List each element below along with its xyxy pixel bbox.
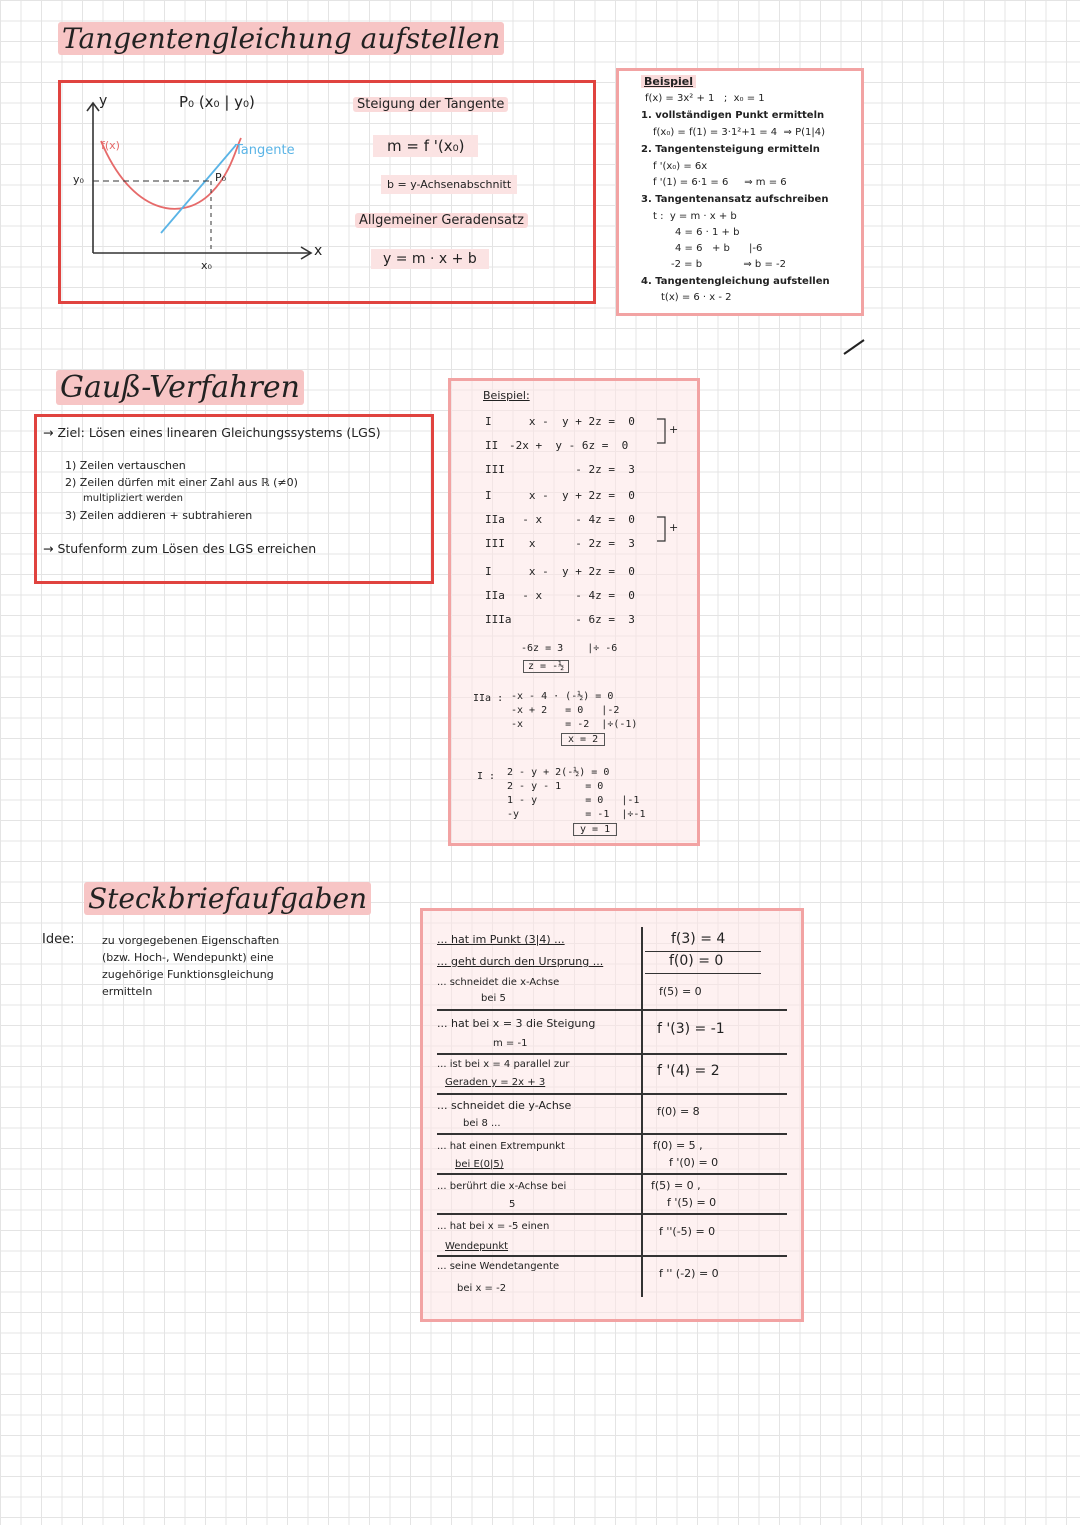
beispiel-line-11: 4. Tangentengleichung aufstellen: [641, 276, 830, 287]
beispiel-line-4: f '(x₀) = 6x: [653, 161, 708, 172]
steigung-label: Steigung der Tangente: [353, 97, 508, 112]
solve-z-0: -6z = 3 |÷ -6: [521, 643, 618, 654]
beispiel-line-3: 2. Tangentensteigung ermitteln: [641, 144, 820, 155]
row-6-left-1: bei E(0|5): [455, 1159, 504, 1170]
b1-label-0: I: [485, 415, 492, 428]
row-9-left-1: bei x = -2: [457, 1283, 507, 1294]
beispiel-line-12: t(x) = 6 · x - 2: [661, 292, 732, 303]
gauss-rule-2: multipliziert werden: [83, 493, 183, 504]
point-label: P₀ (x₀ | y₀): [179, 93, 255, 111]
beispiel-line-0: f(x) = 3x² + 1 ; x₀ = 1: [645, 93, 765, 104]
solve-y-4: y = 1: [573, 823, 617, 836]
row-0-left: ... hat im Punkt (3|4) ...: [437, 933, 565, 946]
row-8-left-0: ... hat bei x = -5 einen: [437, 1221, 550, 1232]
row-sep-7: [437, 1213, 787, 1215]
beispiel-line-1: 1. vollständigen Punkt ermitteln: [641, 110, 825, 121]
row-1-left: ... geht durch den Ursprung ...: [437, 955, 604, 968]
row-3-left-1: m = -1: [493, 1038, 528, 1049]
solve-x-2: -x = -2 |÷(-1): [511, 719, 638, 730]
checkmark-icon: [840, 336, 870, 358]
y0-label: y₀: [73, 173, 84, 186]
row-6-right-1: f '(0) = 0: [669, 1156, 719, 1169]
beispiel-line-2: f(x₀) = f(1) = 3·1²+1 = 4 ⇒ P(1|4): [653, 127, 826, 138]
gauss-rule-0: 1) Zeilen vertauschen: [65, 459, 186, 472]
beispiel-line-5: f '(1) = 6·1 = 6 ⇒ m = 6: [653, 177, 787, 188]
b2-eq-1: - x - 4z = 0: [509, 513, 635, 526]
tangent-line: [161, 145, 236, 233]
tangente-title: Tangentengleichung aufstellen: [58, 22, 504, 55]
row-3-left-0: ... hat bei x = 3 die Steigung: [437, 1017, 596, 1030]
solve-y-label: I :: [477, 771, 496, 782]
idee-text-3: ermitteln: [102, 985, 153, 998]
fx-label: f(x): [101, 139, 120, 152]
gauss-rule-3: 3) Zeilen addieren + subtrahieren: [65, 509, 253, 522]
row-7-left-0: ... berührt die x-Achse bei: [437, 1181, 567, 1192]
solve-x-1: -x + 2 = 0 |-2: [511, 705, 620, 716]
row-7-left-1: 5: [509, 1199, 516, 1210]
b3-eq-2: - 6z = 3: [509, 613, 635, 626]
geradensatz-label: Allgemeiner Geradensatz: [355, 213, 528, 228]
geradensatz-formula: y = m · x + b: [371, 249, 489, 269]
solve-z-1: z = -½: [523, 660, 569, 673]
row-sep-3: [437, 1053, 787, 1055]
idee-text-0: zu vorgegebenen Eigenschaften: [102, 934, 280, 947]
row-sep-2: [437, 1009, 787, 1011]
x-axis-label: x: [314, 243, 323, 259]
solve-x-label: IIa :: [473, 693, 504, 704]
row-6-right-0: f(0) = 5 ,: [653, 1139, 703, 1152]
row-7-right-1: f '(5) = 0: [667, 1196, 717, 1209]
p0-label: P₀: [215, 171, 227, 184]
row-4-right: f '(4) = 2: [657, 1063, 720, 1079]
steckbrief-table: [420, 908, 804, 1322]
solve-y-3: -y = -1 |÷-1: [507, 809, 646, 820]
gauss-title: Gauß-Verfahren: [56, 370, 304, 405]
b1-eq-0: x - y + 2z = 0: [509, 415, 635, 428]
row-5-left-1: bei 8 ...: [463, 1118, 501, 1129]
row-5-left-0: ... schneidet die y-Achse: [437, 1099, 572, 1112]
m-formula: m = f '(x₀): [373, 135, 478, 157]
row-9-left-0: ... seine Wendetangente: [437, 1261, 560, 1272]
b1-label-2: III: [485, 463, 505, 476]
row-sep-8: [437, 1255, 787, 1257]
gauss-ziel: → Ziel: Lösen eines linearen Gleichungssystems (LGS): [43, 425, 381, 440]
solve-x-3: x = 2: [561, 733, 605, 746]
tangente-label: Tangente: [235, 143, 295, 158]
beispiel-line-10: -2 = b ⇒ b = -2: [671, 259, 786, 270]
gauss-example-box: [448, 378, 700, 846]
b2-label-0: I: [485, 489, 492, 502]
gauss-stufenform: → Stufenform zum Lösen des LGS erreichen: [43, 541, 317, 556]
row-6-left-0: ... hat einen Extrempunkt: [437, 1141, 565, 1152]
row-9-right: f '' (-2) = 0: [659, 1267, 719, 1280]
row-4-left-0: ... ist bei x = 4 parallel zur: [437, 1059, 570, 1070]
b2-label-2: III: [485, 537, 505, 550]
b2-eq-0: x - y + 2z = 0: [509, 489, 635, 502]
b3-label-1: IIa: [485, 589, 505, 602]
row-2-left-1: bei 5: [481, 993, 506, 1004]
beispiel-title: Beispiel: [641, 75, 696, 88]
idee-text-1: (bzw. Hoch-, Wendepunkt) eine: [102, 951, 274, 964]
beispiel-line-6: 3. Tangentenansatz aufschreiben: [641, 194, 829, 205]
row-sep-0: [645, 951, 761, 952]
gauss-box: [34, 414, 434, 584]
steckbrief-title: Steckbriefaufgaben: [84, 882, 371, 915]
y-axis-label: y: [99, 93, 108, 109]
row-sep-1: [645, 973, 761, 974]
x0-label: x₀: [201, 259, 212, 272]
row-5-right: f(0) = 8: [657, 1105, 700, 1118]
plus-1: +: [669, 423, 679, 436]
gauss-example-title: Beispiel:: [483, 389, 530, 402]
b3-eq-1: - x - 4z = 0: [509, 589, 635, 602]
row-3-right: f '(3) = -1: [657, 1021, 725, 1037]
gauss-rule-1: 2) Zeilen dürfen mit einer Zahl aus ℝ (≠0): [65, 476, 298, 489]
row-8-left-1: Wendepunkt: [445, 1241, 509, 1252]
solve-x-0: -x - 4 · (-½) = 0: [511, 691, 614, 702]
beispiel-line-9: 4 = 6 + b |-6: [675, 243, 763, 254]
row-0-right: f(3) = 4: [671, 931, 726, 947]
row-sep-4: [437, 1093, 787, 1095]
row-2-right: f(5) = 0: [659, 985, 702, 998]
row-sep-5: [437, 1133, 787, 1135]
row-sep-6: [437, 1173, 787, 1175]
b1-eq-2: - 2z = 3: [509, 463, 635, 476]
solve-y-1: 2 - y - 1 = 0: [507, 781, 604, 792]
row-4-left-1: Geraden y = 2x + 3: [445, 1077, 546, 1088]
b1-label-1: II: [485, 439, 499, 452]
tangente-box: [58, 80, 596, 304]
row-1-right: f(0) = 0: [669, 953, 724, 969]
beispiel-line-8: 4 = 6 · 1 + b: [675, 227, 740, 238]
b-formula: b = y-Achsenabschnitt: [381, 175, 517, 194]
table-divider: [641, 927, 643, 1297]
b3-label-2: IIIa: [485, 613, 512, 626]
b2-label-1: IIa: [485, 513, 505, 526]
row-8-right: f ''(-5) = 0: [659, 1225, 716, 1238]
b3-eq-0: x - y + 2z = 0: [509, 565, 635, 578]
solve-y-0: 2 - y + 2(-½) = 0: [507, 767, 610, 778]
b3-label-0: I: [485, 565, 492, 578]
row-2-left-0: ... schneidet die x-Achse: [437, 977, 560, 988]
beispiel-box: [616, 68, 864, 316]
plus-2: +: [669, 521, 679, 534]
b1-eq-1: -2x + y - 6z = 0: [509, 439, 629, 452]
solve-y-2: 1 - y = 0 |-1: [507, 795, 640, 806]
idee-label: Idee:: [42, 932, 75, 947]
row-7-right-0: f(5) = 0 ,: [651, 1179, 701, 1192]
idee-text-2: zugehörige Funktionsgleichung: [102, 968, 274, 981]
beispiel-line-7: t : y = m · x + b: [653, 211, 737, 222]
b2-eq-2: x - 2z = 3: [509, 537, 635, 550]
